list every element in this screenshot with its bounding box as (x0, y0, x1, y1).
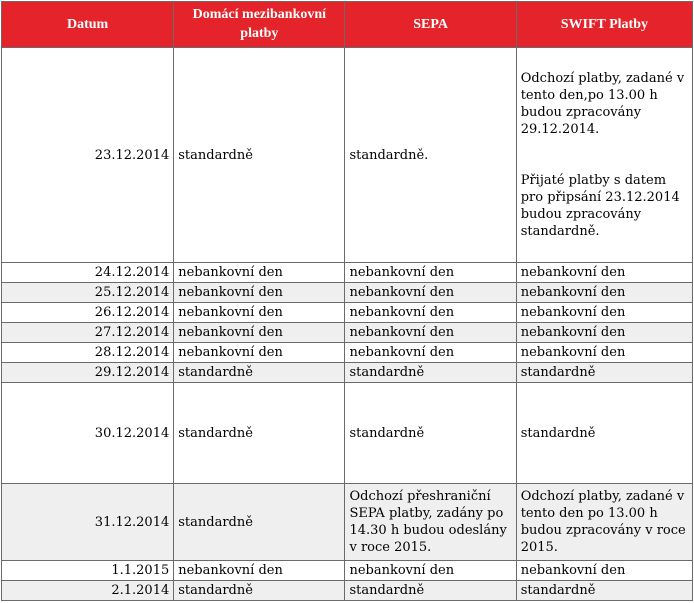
sepa-cell: nebankovní den (345, 263, 516, 283)
domestic-cell: standardně (174, 363, 345, 383)
sepa-cell: standardně. (345, 48, 516, 263)
sepa-cell: standardně (345, 581, 516, 601)
date-cell: 31.12.2014 (2, 484, 174, 561)
swift-cell: nebankovní den (516, 323, 692, 343)
table-row (2, 303, 693, 323)
date-cell: 29.12.2014 (2, 363, 174, 383)
table-row (2, 484, 693, 561)
domestic-cell: nebankovní den (174, 263, 345, 283)
sepa-cell: standardně (345, 383, 516, 484)
table-row (2, 323, 693, 343)
domestic-cell: nebankovní den (174, 303, 345, 323)
date-cell: 26.12.2014 (2, 303, 174, 323)
swift-note-outgoing: Odchozí platby, zadané v tento den,po 13.00 h budou zpracovány 29.12.2014. (520, 71, 685, 137)
sepa-cell: nebankovní den (345, 283, 516, 303)
table-row (2, 363, 693, 383)
domestic-cell: standardně (174, 484, 345, 561)
swift-cell (516, 48, 692, 263)
table-row (2, 581, 693, 601)
date-cell: 23.12.2014 (2, 48, 174, 263)
date-cell: 27.12.2014 (2, 323, 174, 343)
date-cell: 2.1.2014 (2, 581, 174, 601)
swift-cell: standardně (516, 581, 692, 601)
sepa-cell: nebankovní den (345, 561, 516, 581)
table-row (2, 561, 693, 581)
header-swift: SWIFT Platby (516, 2, 692, 48)
sepa-cell: Odchozí přeshraniční SEPA platby, zadány po 14.30 h budou odeslány v roce 2015. (345, 484, 516, 561)
date-cell: 1.1.2015 (2, 561, 174, 581)
domestic-cell: nebankovní den (174, 323, 345, 343)
header-row (2, 2, 693, 48)
date-cell: 28.12.2014 (2, 343, 174, 363)
swift-cell: nebankovní den (516, 343, 692, 363)
table-row (2, 343, 693, 363)
table-row (2, 263, 693, 283)
sepa-cell: nebankovní den (345, 343, 516, 363)
swift-cell: standardně (516, 363, 692, 383)
sepa-cell: standardně (345, 363, 516, 383)
swift-cell: Odchozí platby, zadané v tento den po 13.00 h budou zpracovány v roce 2015. (516, 484, 692, 561)
domestic-cell: standardně (174, 48, 345, 263)
domestic-cell: nebankovní den (174, 283, 345, 303)
domestic-cell: standardně (174, 581, 345, 601)
domestic-cell: nebankovní den (174, 343, 345, 363)
sepa-cell: nebankovní den (345, 303, 516, 323)
swift-cell: nebankovní den (516, 561, 692, 581)
date-cell: 24.12.2014 (2, 263, 174, 283)
table-row (2, 383, 693, 484)
swift-cell: nebankovní den (516, 263, 692, 283)
table-row (2, 48, 693, 263)
domestic-cell: nebankovní den (174, 561, 345, 581)
swift-cell: nebankovní den (516, 303, 692, 323)
header-sepa: SEPA (345, 2, 516, 48)
sepa-cell: nebankovní den (345, 323, 516, 343)
holiday-payments-table (1, 1, 693, 601)
swift-note-incoming: Přijaté platby s datem pro připsání 23.12.2014 budou zpracovány standardně. (520, 173, 680, 239)
domestic-cell: standardně (174, 383, 345, 484)
swift-cell: nebankovní den (516, 283, 692, 303)
date-cell: 25.12.2014 (2, 283, 174, 303)
date-cell: 30.12.2014 (2, 383, 174, 484)
header-domestic: Domácí mezibankovní platby (174, 2, 345, 48)
table-row (2, 283, 693, 303)
header-date: Datum (2, 2, 174, 48)
swift-cell: standardně (516, 383, 692, 484)
